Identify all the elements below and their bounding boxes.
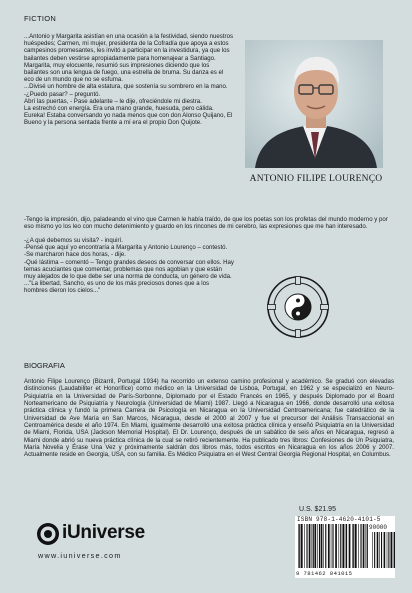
excerpt-block [24,33,234,127]
excerpt-paragraph: -Pensé que aquí yo encontraría a Margarita y Antonio Lourenço – contestó. [24,244,228,252]
excerpt-paragraph: ..."La libertad, Sancho, es uno de los más preciosos dones que a los hombres dieron los cielos..." [24,280,210,295]
compass-yin-yang-icon [266,275,330,339]
author-name: ANTONIO FILIPE LOURENÇO [249,174,383,184]
bio-heading: BIOGRAFIA [24,361,65,370]
excerpt-paragraph: -Se marcharon hace dos horas, - dije. [24,251,126,259]
price-addon-number: 90000 [369,524,388,531]
barcode-icon [297,524,369,568]
excerpt-paragraph: -¿Puedo pasar? – preguntó. [24,90,101,98]
author-photo [245,40,383,168]
excerpt-narrow-block [24,237,234,295]
excerpt-paragraph: -Qué lástima – comentó – Tengo grandes deseos de conversar con ellos. Hay temas acuciantes que comentar, problemas que nos agobian y que están muy alejados de lo que debe ser una norma de conducta, un género de vida. [24,258,234,281]
iuniverse-logo-icon [36,522,60,546]
excerpt-paragraph: Eureka! Estaba conversando yo nada menos que con don Alonso Quijano, El Bueno y la persona sentada frente a mí era el propio Don Quijote. [24,112,233,127]
genre-label: FICTION [24,14,57,23]
isbn-text: ISBN 978-1-4620-4101-5 [297,516,381,523]
addon-barcode-icon [371,532,395,568]
excerpt-paragraph: ...Antonio y Margarita asistían en una ocasión a la festividad, siendo nuestros huéspedes; Carmen, mi mujer, presidenta de la Cofradía que apoya a estos campesinos promesantes, les invitó a participar en la investidura, ya que los bailantes deben vestirse apropiadamente para homenajear a Santiago. Margarita, muy elocuente, resumió sus impresiones diciendo que los bailantes son una lengua de fuego, una estrella de bruma. Su danza es el eco de un mundo que no se esfuma. [24,33,234,84]
publisher-name: iUniverse [62,522,145,543]
excerpt-paragraph: -¿A qué debemos su visita? - inquirí. [24,237,123,244]
publisher-url: www.iuniverse.com [38,551,122,560]
bio-text: Antonio Filipe Lourenço (Bizarril, Portugal 1934) ha recorrido un extenso camino profesional y académico. Se graduó con elevadas distinciones (Laudabiliter et Honorifice) como médico en la Universidad de Lisboa, Portugal, en 1962 y se especializó en Neuro-Psiquiatría en la Universidad de París-Sorbonne, Diplomado por el Estado Francés en 1965, y después Diplomado por el Board Norteamericano de Psiquiatría y Neurología (Universidad de Miami) 1987. Llegó a Nicaragua en 1966, donde desarrolló una exitosa práctica clínica y fundó la primera Carrera de Psicología en Nicaragua en la Universidad Centroamericana; fue catedrático de la Universidad de Ave María en San Marcos, Nicaragua, desde el 2000 al 2007 y fue el precursor del Análisis Transaccional en Centroamérica desde el año 1974. En Miami, igualmente desarrolló una exitosa práctica clínica y enseñó Psiquiatría en la Universidad de Miami, Florida, USA (Jackson Memorial Hospital). El Dr. Lourenço, después de un sabático de seis años en Nicaragua, regresó a Miami donde abrió su nueva práctica clínica de la cual se retiró recientemente. Ha publicado tres libros: Confesiones de Un Psiquiatra, María Novelia y Érase Una Vez y próximamente saldrán dos libros más, todos escritos en Nicaragua en los años 2006 y 2007. Actualmente reside en Georgia, USA, con su familia. Es Médico Psiquiatra en el West Central Georgia Regional Hospital, en Columbus. [24,378,394,459]
excerpt-wide-block [24,216,396,230]
excerpt-paragraph: -Tengo la impresión, dijo, paladeando el vino que Carmen le había traído, de que los poetas son los profetas del mundo moderno y por eso mismo yo los leo con mucho detenimiento y guardo en los rincones de mi cerebro, las expresiones que me han interesado. [24,216,388,231]
price-label: U.S. $21.95 [299,506,336,513]
excerpt-paragraph: La estrechó con energía. Era una mano grande, huesuda, pero cálida. [24,105,214,113]
barcode-digits: 9 781462 041015 [296,570,353,577]
excerpt-paragraph: Abrí las puertas, - Pase adelante – le dije, ofreciéndole mi diestra. [24,97,202,105]
excerpt-paragraph: ...Divisé un hombre de alta estatura, que sostenía su sombrero en la mano. [24,83,228,91]
